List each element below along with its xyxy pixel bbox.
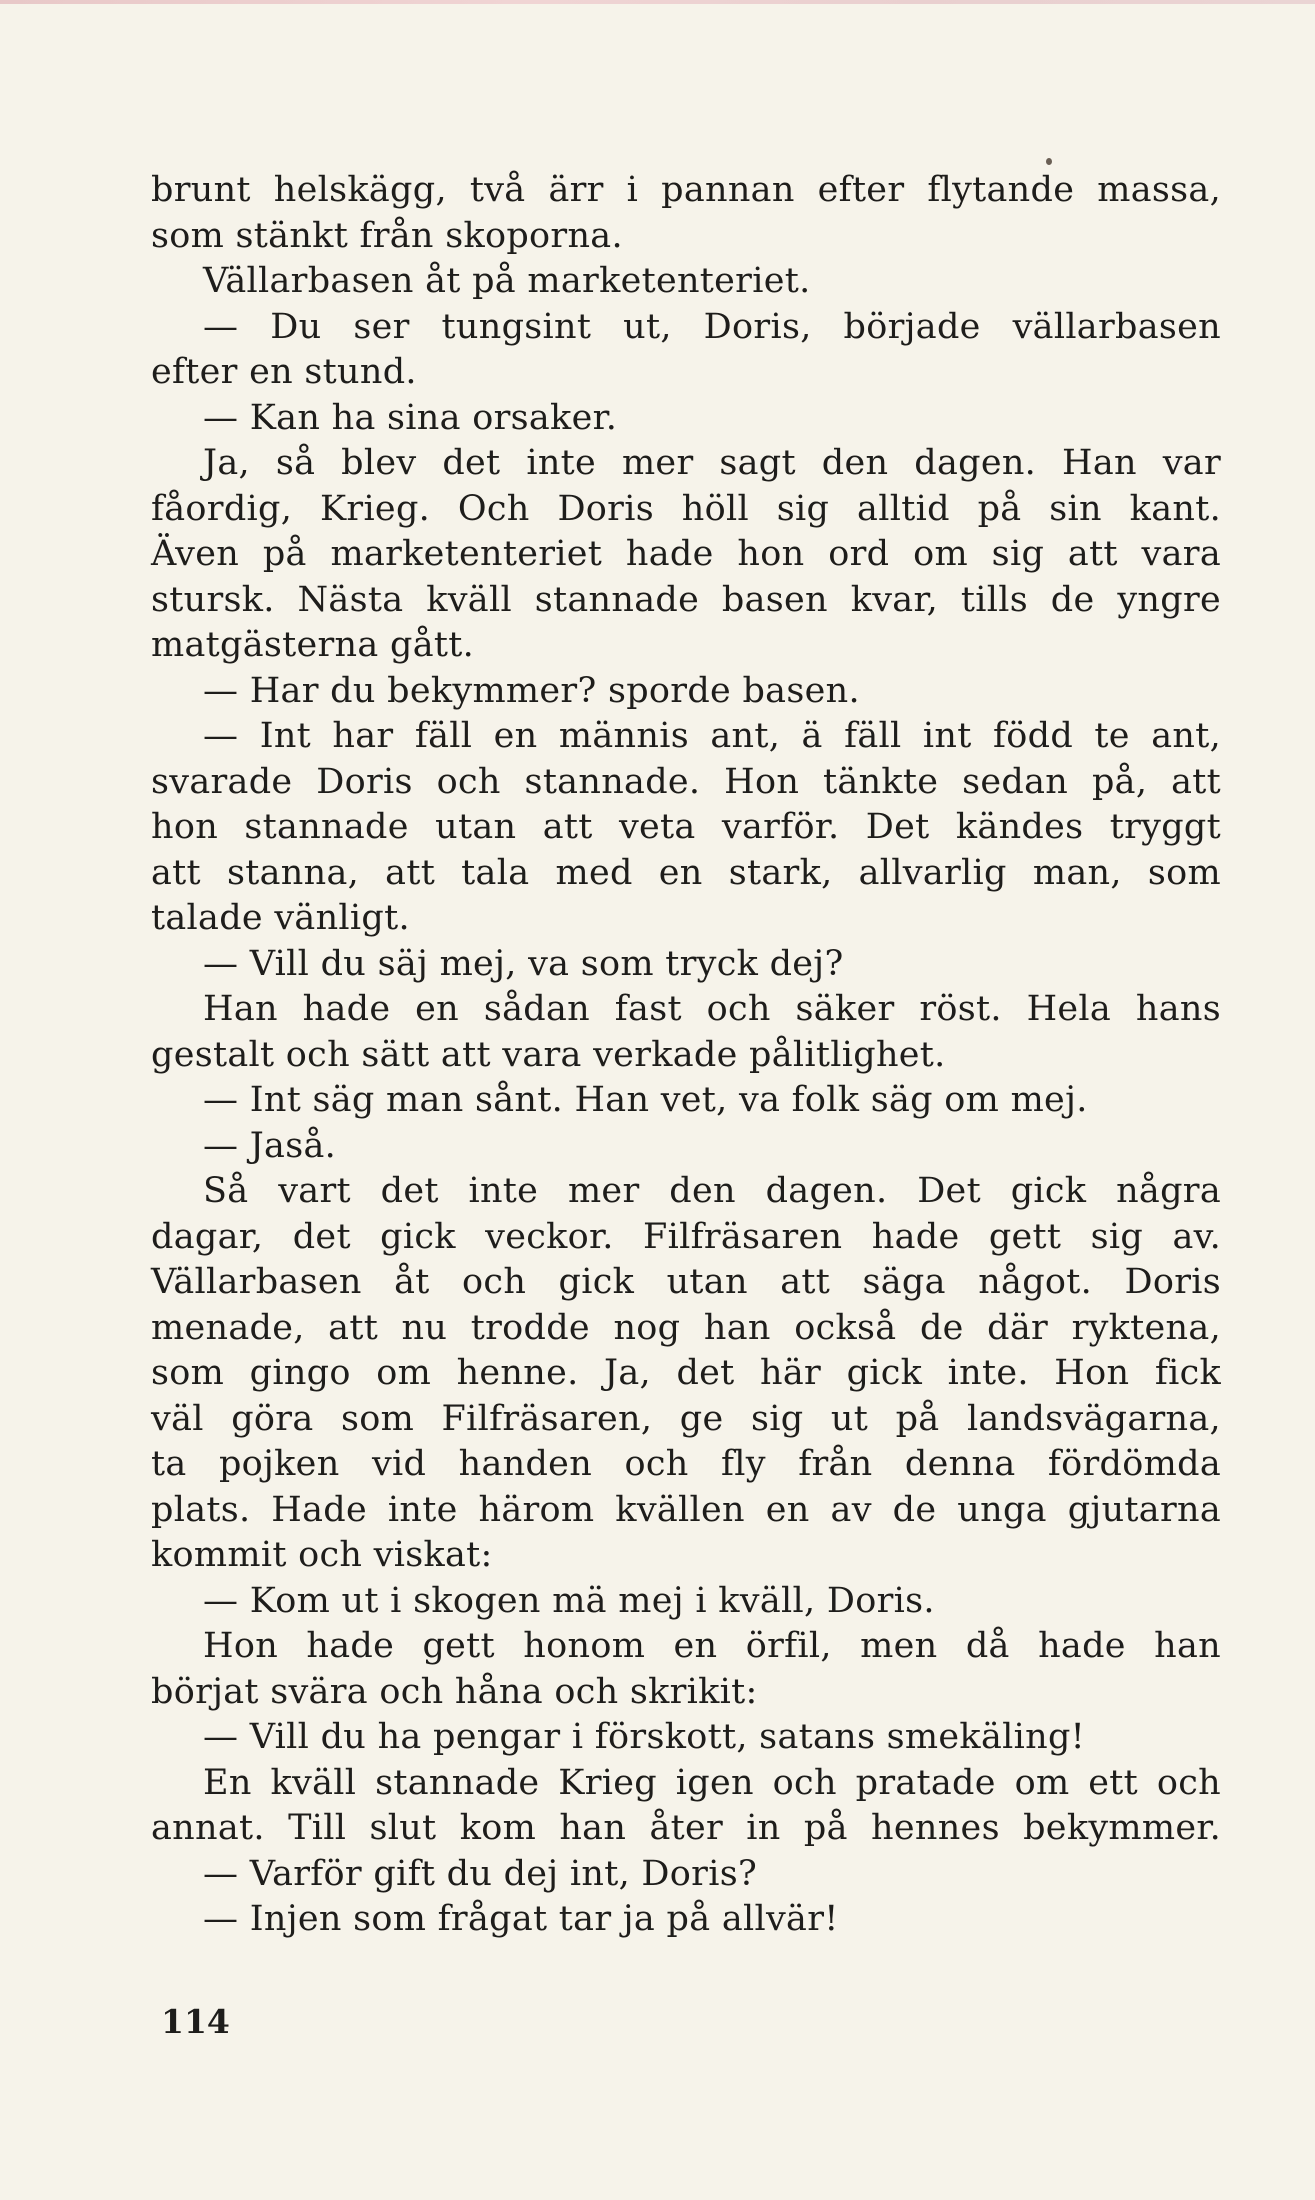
ink-speck xyxy=(1046,158,1052,165)
text-line: talade vänligt. xyxy=(151,898,410,938)
text-line: — Jaså. xyxy=(203,1125,337,1166)
text-line: — Varför gift du dej int, Doris? xyxy=(203,1853,758,1894)
text-line: fåordig, Krieg. Och Doris höll sig alltid på sin kant. xyxy=(151,488,1221,529)
text-line: — Int säg man sånt. Han vet, va folk säg om mej. xyxy=(203,1080,1088,1120)
text-line: väl göra som Filfräsaren, ge sig ut på landsvägarna, xyxy=(151,1398,1221,1439)
text-line: En kväll stannade Krieg igen och pratade om ett och xyxy=(203,1762,1221,1803)
text-line: kommit och viskat: xyxy=(151,1535,493,1575)
text-line: gestalt och sätt att vara verkade pålitlighet. xyxy=(151,1034,946,1075)
text-line: — Vill du säj mej, va som tryck dej? xyxy=(203,943,844,984)
text-line: Vällarbasen åt på marketenteriet. xyxy=(203,261,811,301)
text-line: Han hade en sådan fast och säker röst. Hela hans xyxy=(203,989,1221,1029)
text-line: svarade Doris och stannade. Hon tänkte sedan på, att xyxy=(151,761,1221,802)
text-line: stursk. Nästa kväll stannade basen kvar, tills de yngre xyxy=(151,579,1221,620)
text-line: hon stannade utan att veta varför. Det kändes tryggt xyxy=(151,807,1221,847)
text-line: — Du ser tungsint ut, Doris, började vällarbasen xyxy=(203,306,1221,347)
text-line: — Vill du ha pengar i förskott, satans smekäling! xyxy=(203,1717,1086,1757)
text-line: — Kan ha sina orsaker. xyxy=(203,397,618,438)
text-line: annat. Till slut kom han åter in på hennes bekymmer. xyxy=(151,1808,1221,1848)
text-line: — Int har fäll en männis ant, ä fäll int född te ant, xyxy=(203,716,1221,756)
page-number: 114 xyxy=(161,2002,230,2041)
text-line: dagar, det gick veckor. Filfräsaren hade gett sig av. xyxy=(151,1216,1221,1257)
text-line: efter en stund. xyxy=(151,352,417,392)
text-line: som gingo om henne. Ja, det här gick inte. Hon fick xyxy=(151,1353,1221,1393)
text-line: Även på marketenteriet hade hon ord om sig att vara xyxy=(151,534,1221,574)
text-line: — Injen som frågat tar ja på allvär! xyxy=(203,1899,839,1939)
text-line: Så vart det inte mer den dagen. Det gick några xyxy=(203,1171,1221,1211)
text-line: — Har du bekymmer? sporde basen. xyxy=(203,670,860,711)
text-line: plats. Hade inte härom kvällen en av de unga gjutarna xyxy=(151,1489,1221,1530)
text-line: — Kom ut i skogen mä mej i kväll, Doris. xyxy=(203,1580,935,1621)
text-line: menade, att nu trodde nog han också de där ryktena, xyxy=(151,1307,1221,1348)
text-line: matgästerna gått. xyxy=(151,625,475,665)
text-line: brunt helskägg, två ärr i pannan efter flytande massa, xyxy=(151,170,1221,210)
text-line: Vällarbasen åt och gick utan att säga något. Doris xyxy=(151,1262,1221,1302)
text-line: ta pojken vid handen och fly från denna fördömda xyxy=(151,1444,1221,1484)
text-line: Ja, så blev det inte mer sagt den dagen. Han var xyxy=(203,443,1221,483)
text-line: Hon hade gett honom en örfil, men då hade han xyxy=(203,1626,1221,1666)
text-line: börjat svära och håna och skrikit: xyxy=(151,1671,758,1712)
text-line: att stanna, att tala med en stark, allvarlig man, som xyxy=(151,852,1221,893)
body-text xyxy=(151,168,1221,1943)
text-line: som stänkt från skoporna. xyxy=(151,215,623,256)
page-top-edge xyxy=(0,0,1315,4)
